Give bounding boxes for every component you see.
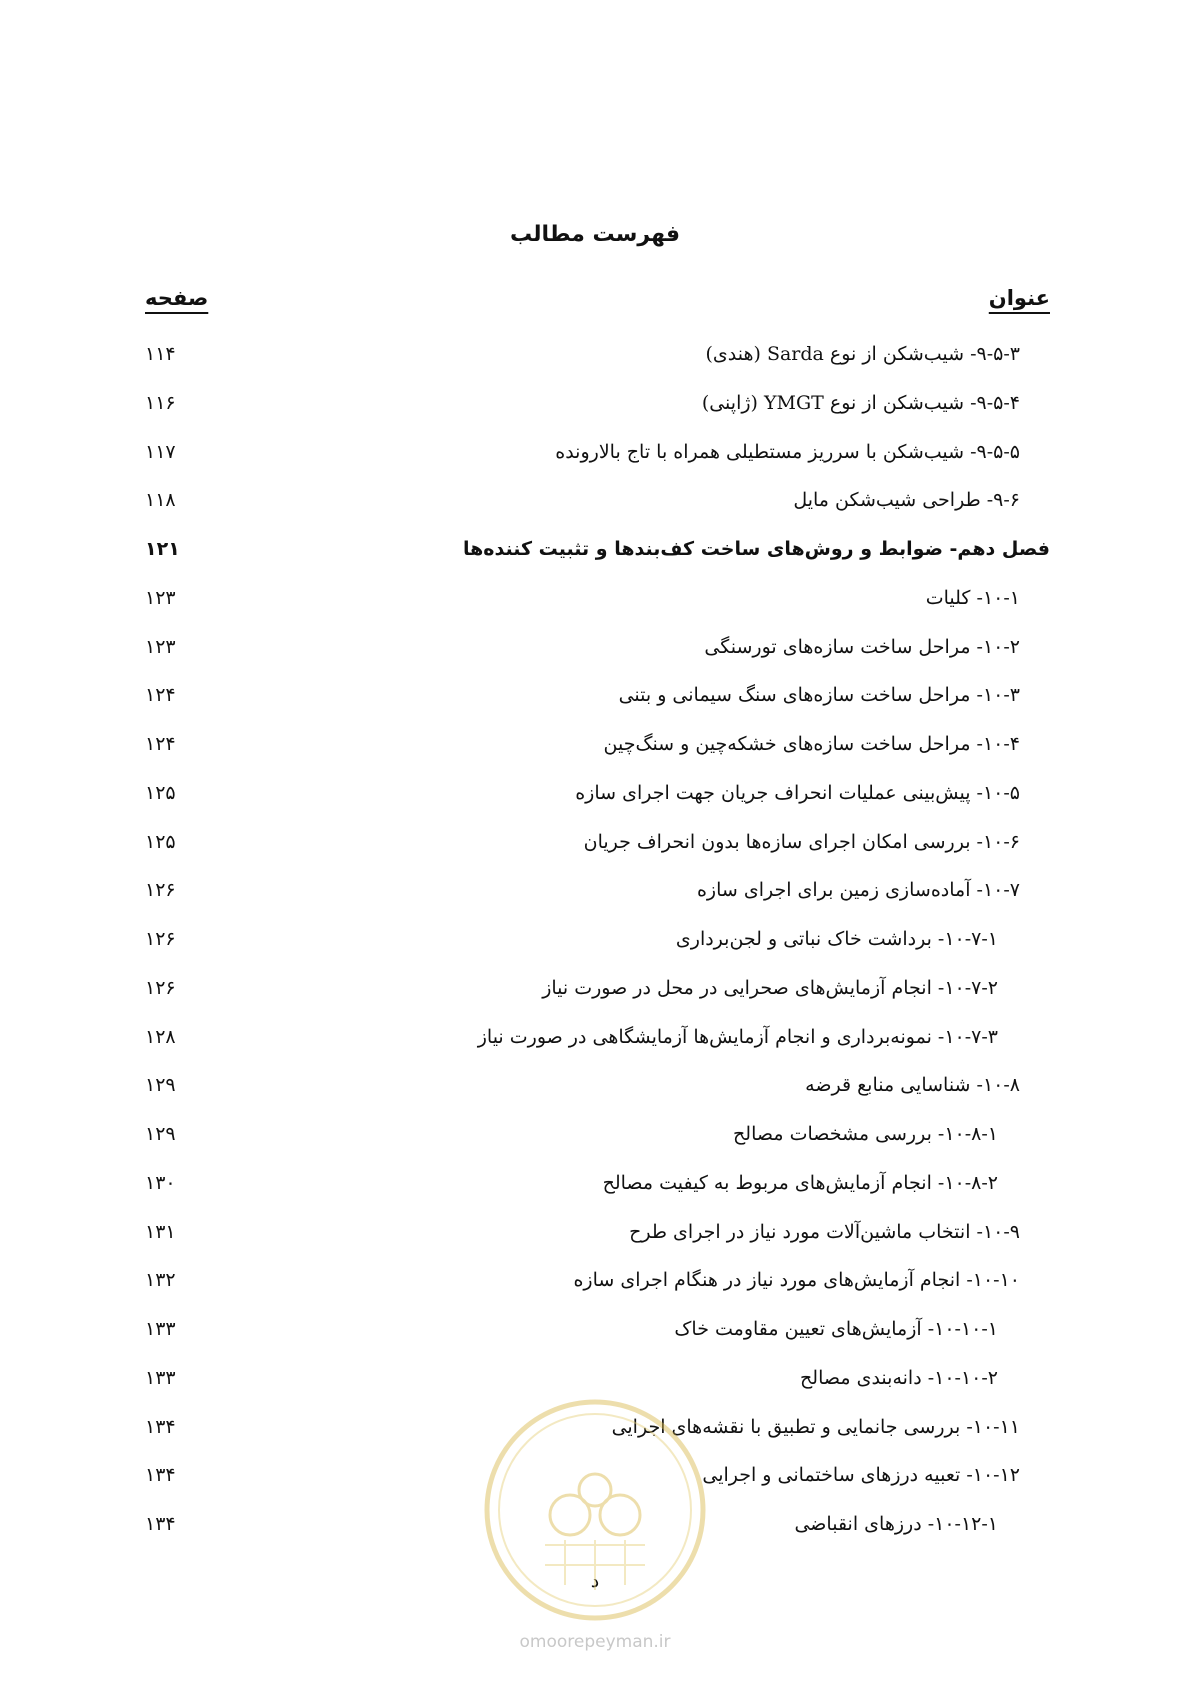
toc-row (0, 330, 1190, 379)
toc-entry-page: ۱۲۹ (145, 1074, 176, 1097)
toc-row (0, 1061, 1190, 1110)
toc-entry-title: ۹-۵-۵- شیب‌شکن با سرریز مستطیلی همراه با تاج بالارونده (555, 440, 1020, 463)
toc-entry-page: ۱۲۹ (145, 1123, 176, 1145)
toc-entry-page: ۱۳۳ (145, 1318, 176, 1340)
page-title: فهرست مطالب (509, 222, 681, 247)
toc-entry-page: ۱۲۳ (145, 635, 176, 658)
toc-entry-page: ۱۲۶ (145, 879, 176, 902)
toc-entry-page: ۱۲۴ (145, 733, 176, 755)
toc-entry-page: ۱۳۴ (145, 1415, 176, 1438)
toc-entry-page: ۱۳۳ (145, 1366, 176, 1389)
toc-entry-title: ۱۰-۱۲-۱- درزهای انقباضی (794, 1513, 998, 1535)
toc-chapter-row (0, 525, 1190, 574)
toc-row (0, 1354, 1190, 1403)
toc-row (0, 1208, 1190, 1257)
toc-entry-title: ۹-۵-۴- شیب‌شکن از نوع YMGT (ژاپنی) (701, 391, 1020, 414)
toc-entry-page: ۱۳۱ (145, 1220, 176, 1243)
toc-entry-title: ۱۰-۸-۲- انجام آزمایش‌های مربوط به کیفیت مصالح (602, 1171, 998, 1194)
toc-entry-page: ۱۳۴ (145, 1513, 176, 1535)
toc-entry-page: ۱۲۴ (145, 684, 176, 707)
toc-entry-title: ۱۰-۱- کلیات (925, 586, 1020, 609)
toc-entry-title: ۱۰-۱۰-۲- دانه‌بندی مصالح (800, 1366, 998, 1389)
page-number-letter: د (590, 1570, 600, 1592)
toc-entry-page: ۱۲۱ (145, 538, 180, 560)
toc-row (0, 1451, 1190, 1500)
toc-entry-title: ۱۰-۱۰- انجام آزمایش‌های مورد نیاز در هنگام اجرای سازه (573, 1269, 1020, 1292)
page-column-header: صفحه (145, 286, 209, 310)
toc-entry-page: ۱۱۷ (145, 440, 176, 463)
toc-entry-page: ۱۱۶ (145, 391, 176, 414)
toc-entry-title: ۱۰-۳- مراحل ساخت سازه‌های سنگ سیمانی و بتنی (618, 684, 1020, 707)
toc-entry-title: ۱۰-۴- مراحل ساخت سازه‌های خشکه‌چین و سنگ‌چین (603, 733, 1020, 755)
toc-row (0, 1256, 1190, 1305)
toc-entry-page: ۱۲۵ (145, 781, 176, 804)
toc-entry-page: ۱۲۶ (145, 976, 176, 999)
toc-entry-title: ۱۰-۷-۲- انجام آزمایش‌های صحرایی در محل در صورت نیاز (542, 976, 998, 999)
toc-row (0, 379, 1190, 428)
toc-entry-page: ۱۲۵ (145, 830, 176, 853)
toc-entry-title: ۱۰-۲- مراحل ساخت سازه‌های تورسنگی (704, 635, 1020, 658)
toc-row (0, 623, 1190, 672)
toc-entry-title: ۱۰-۷- آماده‌سازی زمین برای اجرای سازه (696, 879, 1020, 902)
toc-row (0, 915, 1190, 964)
toc-entry-title: ۱۰-۸-۱- بررسی مشخصات مصالح (733, 1123, 998, 1145)
toc-entry-title: ۱۰-۱۰-۱- آزمایش‌های تعیین مقاومت خاک (674, 1318, 998, 1340)
toc-entry-page: ۱۲۳ (145, 586, 176, 609)
toc-row (0, 428, 1190, 477)
watermark-url: omoorepeyman.ir (519, 1632, 671, 1652)
toc-row (0, 1403, 1190, 1452)
toc-row (0, 574, 1190, 623)
toc-row (0, 818, 1190, 867)
toc-entry-title: ۱۰-۱۲- تعبیه درزهای ساختمانی و اجرایی (702, 1464, 1020, 1487)
table-of-contents (0, 330, 1190, 1549)
toc-entry-page: ۱۱۸ (145, 489, 176, 512)
toc-row (0, 866, 1190, 915)
toc-row (0, 720, 1190, 769)
title-column-header: عنوان (988, 286, 1050, 310)
toc-row (0, 476, 1190, 525)
toc-row (0, 1110, 1190, 1159)
toc-entry-title: ۱۰-۸- شناسایی منابع قرضه (805, 1074, 1020, 1097)
toc-entry-title: ۱۰-۷-۳- نمونه‌برداری و انجام آزمایش‌ها آزمایشگاهی در صورت نیاز (477, 1025, 998, 1048)
toc-row (0, 1500, 1190, 1549)
toc-entry-title: ۹-۶- طراحی شیب‌شکن مایل (793, 489, 1020, 512)
toc-entry-title: ۱۰-۶- بررسی امکان اجرای سازه‌ها بدون انحراف جریان (583, 830, 1020, 853)
toc-entry-page: ۱۳۴ (145, 1464, 176, 1487)
toc-entry-page: ۱۱۴ (145, 343, 176, 365)
toc-entry-title: ۹-۵-۳- شیب‌شکن از نوع Sarda (هندی) (705, 343, 1020, 365)
toc-row (0, 1159, 1190, 1208)
toc-entry-page: ۱۲۶ (145, 928, 176, 950)
toc-entry-title: ۱۰-۵- پیش‌بینی عملیات انحراف جریان جهت اجرای سازه (575, 781, 1020, 804)
toc-entry-page: ۱۲۸ (145, 1025, 176, 1048)
toc-row (0, 1305, 1190, 1354)
toc-entry-title: ۱۰-۹- انتخاب ماشین‌آلات مورد نیاز در اجرای طرح (629, 1220, 1020, 1243)
toc-entry-page: ۱۳۲ (145, 1269, 176, 1292)
toc-row (0, 671, 1190, 720)
toc-row (0, 964, 1190, 1013)
toc-entry-page: ۱۳۰ (145, 1171, 176, 1194)
toc-entry-title: فصل دهم- ضوابط و روش‌های ساخت کف‌بندها و تثبیت کننده‌ها (463, 538, 1050, 560)
toc-entry-title: ۱۰-۱۱- بررسی جانمایی و تطبیق با نقشه‌های اجرایی (611, 1415, 1020, 1438)
toc-entry-title: ۱۰-۷-۱- برداشت خاک نباتی و لجن‌برداری (675, 928, 998, 950)
toc-row (0, 769, 1190, 818)
toc-row (0, 1013, 1190, 1062)
